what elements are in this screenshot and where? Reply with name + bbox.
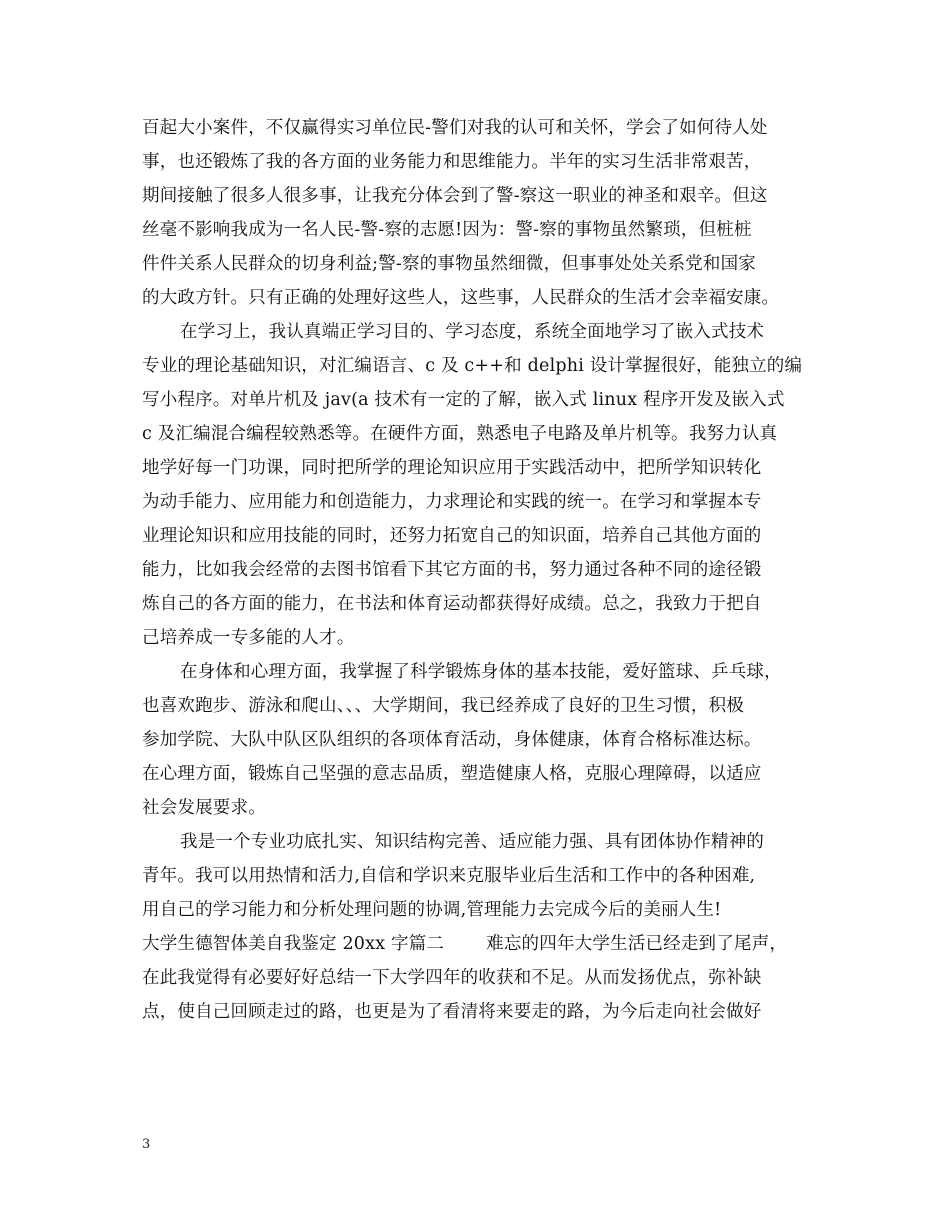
paragraph-start-line: 在身体和心理方面，我掌握了科学锻炼身体的基本技能，爱好篮球、乒乓球， <box>180 662 782 682</box>
text-line: 也喜欢跑步、游泳和爬山、、、大学期间，我已经养成了良好的卫生习惯，积极 <box>142 696 744 716</box>
text-line: 件件关系人民群众的切身利益;警-察的事物虽然细微，但事事处处关系党和国家 <box>142 254 757 274</box>
text-line: 丝毫不影响我成为一名人民-警-察的志愿!因为：警-察的事物虽然繁琐，但桩桩 <box>142 220 752 240</box>
text-line: 在心理方面，锻炼自己坚强的意志品质，塑造健康人格，克服心理障碍，以适应 <box>142 764 762 784</box>
section-opening-text: 难忘的四年大学生活已经走到了尾声， <box>486 934 788 954</box>
text-line: 在此我觉得有必要好好总结一下大学四年的收获和不足。从而发扬优点，弥补缺 <box>142 968 762 988</box>
text-line: 参加学院、大队中队区队组织的各项体育活动，身体健康，体育合格标准达标。 <box>142 730 762 750</box>
text-line: 为动手能力、应用能力和创造能力，力求理论和实践的统一。在学习和掌握本专 <box>142 492 762 512</box>
text-line: 的大政方针。只有正确的处理好这些人，这些事，人民群众的生活才会幸福安康。 <box>142 288 780 308</box>
text-line: 青年。我可以用热情和活力,自信和学识来克服毕业后生活和工作中的各种困难, <box>142 866 756 886</box>
text-line: 写小程序。对单片机及 jav(a 技术有一定的了解，嵌入式 linux 程序开发及嵌入式 <box>142 390 785 410</box>
text-line: 炼自己的各方面的能力，在书法和体育运动都获得好成绩。总之，我致力于把自 <box>142 594 762 614</box>
text-line: 百起大小案件，不仅赢得实习单位民-警们对我的认可和关怀，学会了如何待人处 <box>142 118 768 138</box>
text-line: 业理论知识和应用技能的同时，还努力拓宽自己的知识面，培养自己其他方面的 <box>142 526 762 546</box>
text-line: 事，也还锻炼了我的各方面的业务能力和思维能力。半年的实习生活非常艰苦， <box>142 152 762 172</box>
text-line: 能力，比如我会经常的去图书馆看下其它方面的书，努力通过各种不同的途径锻 <box>142 560 762 580</box>
text-line: 用自己的学习能力和分析处理问题的协调,管理能力去完成今后的美丽人生! <box>142 900 722 920</box>
text-line: 点，使自己回顾走过的路，也更是为了看清将来要走的路，为今后走向社会做好 <box>142 1002 762 1022</box>
text-line: 己培养成一专多能的人才。 <box>142 628 355 648</box>
document-body <box>142 111 826 1029</box>
paragraph-start-line: 在学习上，我认真端正学习目的、学习态度，系统全面地学习了嵌入式技术 <box>180 322 765 342</box>
text-line: 地学好每一门功课，同时把所学的理论知识应用于实践活动中，把所学知识转化 <box>142 458 762 478</box>
section-heading: 大学生德智体美自我鉴定 20xx 字篇二 <box>142 934 445 954</box>
paragraph-start-line: 我是一个专业功底扎实、知识结构完善、适应能力强、具有团体协作精神的 <box>180 832 765 852</box>
page-number: 3 <box>142 1137 151 1152</box>
text-line: 专业的理论基础知识，对汇编语言、c 及 c++和 delphi 设计掌握很好，能独立的编 <box>142 356 803 376</box>
text-line: 期间接触了很多人很多事，让我充分体会到了警-察这一职业的神圣和艰辛。但这 <box>142 186 768 206</box>
text-line: c 及汇编混合编程较熟悉等。在硬件方面，熟悉电子电路及单片机等。我努力认真 <box>142 424 778 444</box>
section-heading-line <box>142 927 826 961</box>
text-line: 社会发展要求。 <box>142 798 266 818</box>
